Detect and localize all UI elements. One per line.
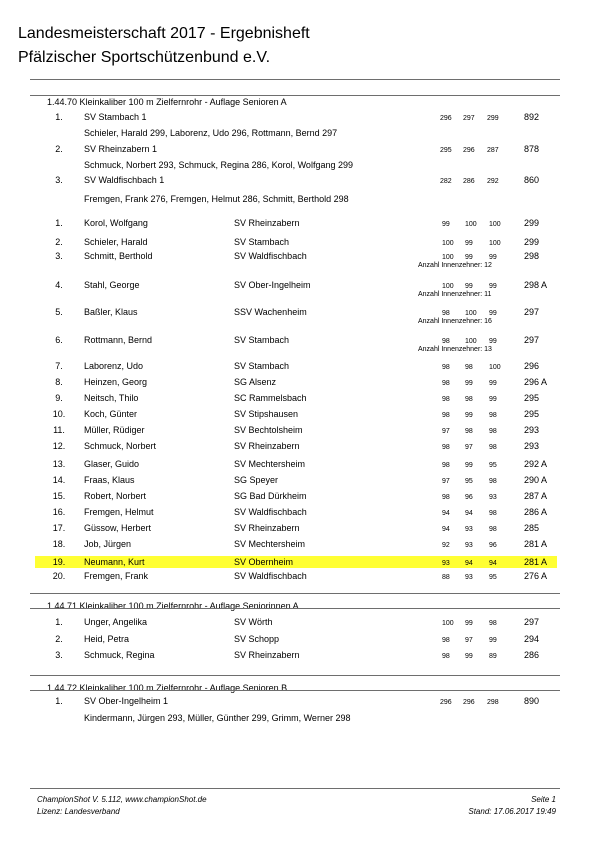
series-2: 97 [465, 637, 473, 644]
section-divider [30, 95, 560, 96]
athlete-club: SV Stambach [234, 237, 290, 247]
team-members: Schieler, Harald 299, Laborenz, Udo 296, Rottmann, Bernd 297 [84, 128, 338, 138]
series-1: 97 [442, 478, 450, 485]
team-series-3: 287 [487, 147, 499, 154]
series-3: 99 [489, 254, 497, 261]
athlete-club: SC Rammelsbach [234, 393, 307, 403]
athlete-club: SG Speyer [234, 475, 279, 485]
athlete-total: 292 A [524, 459, 548, 469]
athlete-name: Heinzen, Georg [84, 377, 148, 387]
athlete-rank: 17. [52, 523, 66, 533]
series-1: 98 [442, 494, 450, 501]
athlete-name: Baßler, Klaus [84, 307, 138, 317]
athlete-total: 286 [524, 650, 540, 660]
athlete-rank: 5. [55, 307, 63, 317]
athlete-rank: 12. [52, 441, 66, 451]
section-divider [30, 675, 560, 676]
athlete-rank: 13. [52, 459, 66, 469]
series-2: 96 [465, 494, 473, 501]
athlete-name: Schmitt, Berthold [84, 251, 153, 261]
athlete-club: SV Obernheim [234, 557, 294, 567]
series-3: 100 [489, 221, 501, 228]
series-3: 99 [489, 338, 497, 345]
athlete-rank: 1. [55, 218, 63, 228]
athlete-name: Fraas, Klaus [84, 475, 135, 485]
athlete-total: 287 A [524, 491, 548, 501]
athlete-rank: 15. [52, 491, 66, 501]
team-rank: 1. [55, 696, 63, 706]
athlete-rank: 18. [52, 539, 66, 549]
series-3: 95 [489, 574, 497, 581]
team-series-1: 296 [440, 699, 452, 706]
athlete-total: 298 [524, 251, 540, 261]
inner-tens-count: Anzahl Innenzehner: 16 [418, 318, 492, 325]
series-2: 100 [465, 310, 477, 317]
athlete-club: SV Ober-Ingelheim [234, 280, 311, 290]
athlete-rank: 7. [55, 361, 63, 371]
athlete-name: Glaser, Guido [84, 459, 140, 469]
series-3: 99 [489, 396, 497, 403]
athlete-name: Korol, Wolfgang [84, 218, 148, 228]
series-1: 98 [442, 310, 450, 317]
series-3: 99 [489, 310, 497, 317]
series-2: 97 [465, 444, 473, 451]
athlete-club: SV Bechtolsheim [234, 425, 303, 435]
team-members: Fremgen, Frank 276, Fremgen, Helmut 286, Schmitt, Berthold 298 [84, 194, 349, 204]
series-3: 94 [489, 560, 497, 567]
athlete-total: 296 A [524, 377, 548, 387]
series-2: 99 [465, 380, 473, 387]
athlete-total: 297 [524, 307, 540, 317]
athlete-name: Neumann, Kurt [84, 557, 145, 567]
document-title: Landesmeisterschaft 2017 - Ergebnisheft [18, 25, 310, 42]
series-3: 98 [489, 526, 497, 533]
athlete-club: SV Waldfischbach [234, 571, 307, 581]
team-series-2: 296 [463, 147, 475, 154]
athlete-name: Job, Jürgen [84, 539, 132, 549]
athlete-name: Stahl, George [84, 280, 140, 290]
series-2: 100 [465, 221, 477, 228]
series-1: 100 [442, 254, 454, 261]
team-series-1: 296 [440, 115, 452, 122]
series-2: 99 [465, 283, 473, 290]
series-2: 98 [465, 364, 473, 371]
athlete-rank: 8. [55, 377, 63, 387]
section-divider [30, 79, 560, 80]
team-total: 890 [524, 696, 540, 706]
series-3: 99 [489, 283, 497, 290]
footer-divider [30, 788, 560, 789]
series-2: 93 [465, 542, 473, 549]
athlete-name: Heid, Petra [84, 634, 130, 644]
footer-license: Lizenz: Landesverband [37, 807, 120, 816]
section-title: 1.44.72 Kleinkaliber 100 m Zielfernrohr - Auflage Senioren B [47, 683, 288, 693]
athlete-name: Güssow, Herbert [84, 523, 152, 533]
series-1: 100 [442, 283, 454, 290]
athlete-club: SV Mechtersheim [234, 459, 306, 469]
athlete-club: SV Waldfischbach [234, 507, 307, 517]
team-rank: 3. [55, 175, 63, 185]
section-divider [30, 608, 560, 609]
team-total: 860 [524, 175, 540, 185]
series-3: 98 [489, 478, 497, 485]
athlete-rank: 10. [52, 409, 66, 419]
section-title: 1.44.71 Kleinkaliber 100 m Zielfernrohr - Auflage Seniorinnen A [47, 601, 299, 611]
organization-name: Pfälzischer Sportschützenbund e.V. [18, 49, 271, 66]
team-series-2: 297 [463, 115, 475, 122]
athlete-club: SV Rheinzabern [234, 650, 300, 660]
series-2: 98 [465, 428, 473, 435]
athlete-club: SV Waldfischbach [234, 251, 307, 261]
athlete-name: Unger, Angelika [84, 617, 148, 627]
athlete-rank: 20. [52, 571, 66, 581]
series-1: 100 [442, 240, 454, 247]
inner-tens-count: Anzahl Innenzehner: 11 [418, 291, 492, 298]
series-1: 99 [442, 221, 450, 228]
athlete-club: SV Rheinzabern [234, 441, 300, 451]
athlete-name: Schmuck, Norbert [84, 441, 157, 451]
series-1: 93 [442, 560, 450, 567]
athlete-rank: 2. [55, 237, 63, 247]
athlete-name: Neitsch, Thilo [84, 393, 139, 403]
team-series-3: 298 [487, 699, 499, 706]
series-3: 98 [489, 444, 497, 451]
athlete-rank: 19. [52, 557, 66, 567]
series-3: 98 [489, 510, 497, 517]
athlete-total: 293 [524, 425, 540, 435]
team-series-1: 295 [440, 147, 452, 154]
footer-date: Stand: 17.06.2017 19:49 [468, 807, 556, 816]
series-3: 95 [489, 462, 497, 469]
series-1: 98 [442, 364, 450, 371]
team-name: SV Rheinzabern 1 [84, 144, 158, 154]
section-divider [30, 593, 560, 594]
athlete-name: Fremgen, Helmut [84, 507, 154, 517]
athlete-total: 297 [524, 335, 540, 345]
athlete-total: 299 [524, 237, 540, 247]
athlete-club: SV Rheinzabern [234, 218, 300, 228]
team-rank: 2. [55, 144, 63, 154]
series-3: 89 [489, 653, 497, 660]
series-2: 99 [465, 254, 473, 261]
athlete-total: 293 [524, 441, 540, 451]
series-3: 100 [489, 240, 501, 247]
series-2: 94 [465, 510, 473, 517]
team-total: 878 [524, 144, 540, 154]
series-3: 96 [489, 542, 497, 549]
athlete-club: SV Stambach [234, 335, 290, 345]
athlete-total: 276 A [524, 571, 548, 581]
athlete-total: 285 [524, 523, 540, 533]
athlete-total: 299 [524, 218, 540, 228]
series-3: 98 [489, 428, 497, 435]
athlete-rank: 14. [52, 475, 66, 485]
series-2: 93 [465, 574, 473, 581]
team-members: Kindermann, Jürgen 293, Müller, Günther 299, Grimm, Werner 298 [84, 713, 351, 723]
athlete-club: SV Mechtersheim [234, 539, 306, 549]
team-series-3: 292 [487, 178, 499, 185]
series-3: 93 [489, 494, 497, 501]
team-name: SV Ober-Ingelheim 1 [84, 696, 169, 706]
footer-software: ChampionShot V. 5.112, www.championShot.de [37, 795, 207, 804]
athlete-rank: 9. [55, 393, 63, 403]
team-series-3: 299 [487, 115, 499, 122]
athlete-total: 294 [524, 634, 540, 644]
team-name: SV Stambach 1 [84, 112, 147, 122]
series-3: 98 [489, 620, 497, 627]
series-3: 99 [489, 380, 497, 387]
footer-page: Seite 1 [531, 795, 556, 804]
team-series-1: 282 [440, 178, 452, 185]
series-3: 99 [489, 637, 497, 644]
team-series-2: 286 [463, 178, 475, 185]
athlete-rank: 3. [55, 251, 63, 261]
section-divider [30, 690, 560, 691]
series-3: 98 [489, 412, 497, 419]
team-total: 892 [524, 112, 540, 122]
series-1: 97 [442, 428, 450, 435]
athlete-name: Robert, Norbert [84, 491, 147, 501]
series-2: 98 [465, 396, 473, 403]
athlete-rank: 3. [55, 650, 63, 660]
series-1: 98 [442, 412, 450, 419]
athlete-rank: 16. [52, 507, 66, 517]
series-2: 99 [465, 653, 473, 660]
athlete-name: Schmuck, Regina [84, 650, 155, 660]
athlete-rank: 2. [55, 634, 63, 644]
athlete-club: SV Stambach [234, 361, 290, 371]
athlete-name: Koch, Günter [84, 409, 138, 419]
series-1: 98 [442, 637, 450, 644]
athlete-name: Müller, Rüdiger [84, 425, 145, 435]
team-rank: 1. [55, 112, 63, 122]
team-series-2: 296 [463, 699, 475, 706]
team-name: SV Waldfischbach 1 [84, 175, 165, 185]
athlete-total: 296 [524, 361, 540, 371]
athlete-club: SV Stipshausen [234, 409, 299, 419]
athlete-name: Schieler, Harald [84, 237, 148, 247]
series-2: 99 [465, 620, 473, 627]
athlete-rank: 1. [55, 617, 63, 627]
series-1: 98 [442, 444, 450, 451]
series-2: 100 [465, 338, 477, 345]
series-1: 98 [442, 338, 450, 345]
athlete-total: 281 A [524, 539, 548, 549]
athlete-total: 281 A [524, 557, 548, 567]
athlete-club: SSV Wachenheim [234, 307, 307, 317]
athlete-name: Fremgen, Frank [84, 571, 149, 581]
athlete-total: 295 [524, 393, 540, 403]
athlete-club: SV Schopp [234, 634, 280, 644]
series-1: 98 [442, 380, 450, 387]
athlete-rank: 11. [53, 425, 65, 435]
series-1: 88 [442, 574, 450, 581]
series-1: 98 [442, 462, 450, 469]
section-title: 1.44.70 Kleinkaliber 100 m Zielfernrohr - Auflage Senioren A [47, 97, 287, 107]
athlete-total: 295 [524, 409, 540, 419]
series-1: 100 [442, 620, 454, 627]
series-2: 99 [465, 462, 473, 469]
series-2: 94 [465, 560, 473, 567]
athlete-total: 286 A [524, 507, 548, 517]
series-2: 93 [465, 526, 473, 533]
series-1: 94 [442, 526, 450, 533]
series-3: 100 [489, 364, 501, 371]
athlete-total: 298 A [524, 280, 548, 290]
athlete-rank: 4. [55, 280, 63, 290]
athlete-rank: 6. [55, 335, 63, 345]
series-1: 92 [442, 542, 450, 549]
series-2: 99 [465, 412, 473, 419]
athlete-total: 290 A [524, 475, 548, 485]
series-1: 98 [442, 396, 450, 403]
athlete-name: Laborenz, Udo [84, 361, 144, 371]
series-1: 94 [442, 510, 450, 517]
athlete-name: Rottmann, Bernd [84, 335, 153, 345]
series-2: 99 [465, 240, 473, 247]
athlete-club: SV Rheinzabern [234, 523, 300, 533]
athlete-total: 297 [524, 617, 540, 627]
inner-tens-count: Anzahl Innenzehner: 12 [418, 262, 492, 269]
inner-tens-count: Anzahl Innenzehner: 13 [418, 346, 492, 353]
series-1: 98 [442, 653, 450, 660]
athlete-club: SG Alsenz [234, 377, 277, 387]
athlete-club: SG Bad Dürkheim [234, 491, 307, 501]
athlete-club: SV Wörth [234, 617, 273, 627]
series-2: 95 [465, 478, 473, 485]
team-members: Schmuck, Norbert 293, Schmuck, Regina 286, Korol, Wolfgang 299 [84, 160, 353, 170]
